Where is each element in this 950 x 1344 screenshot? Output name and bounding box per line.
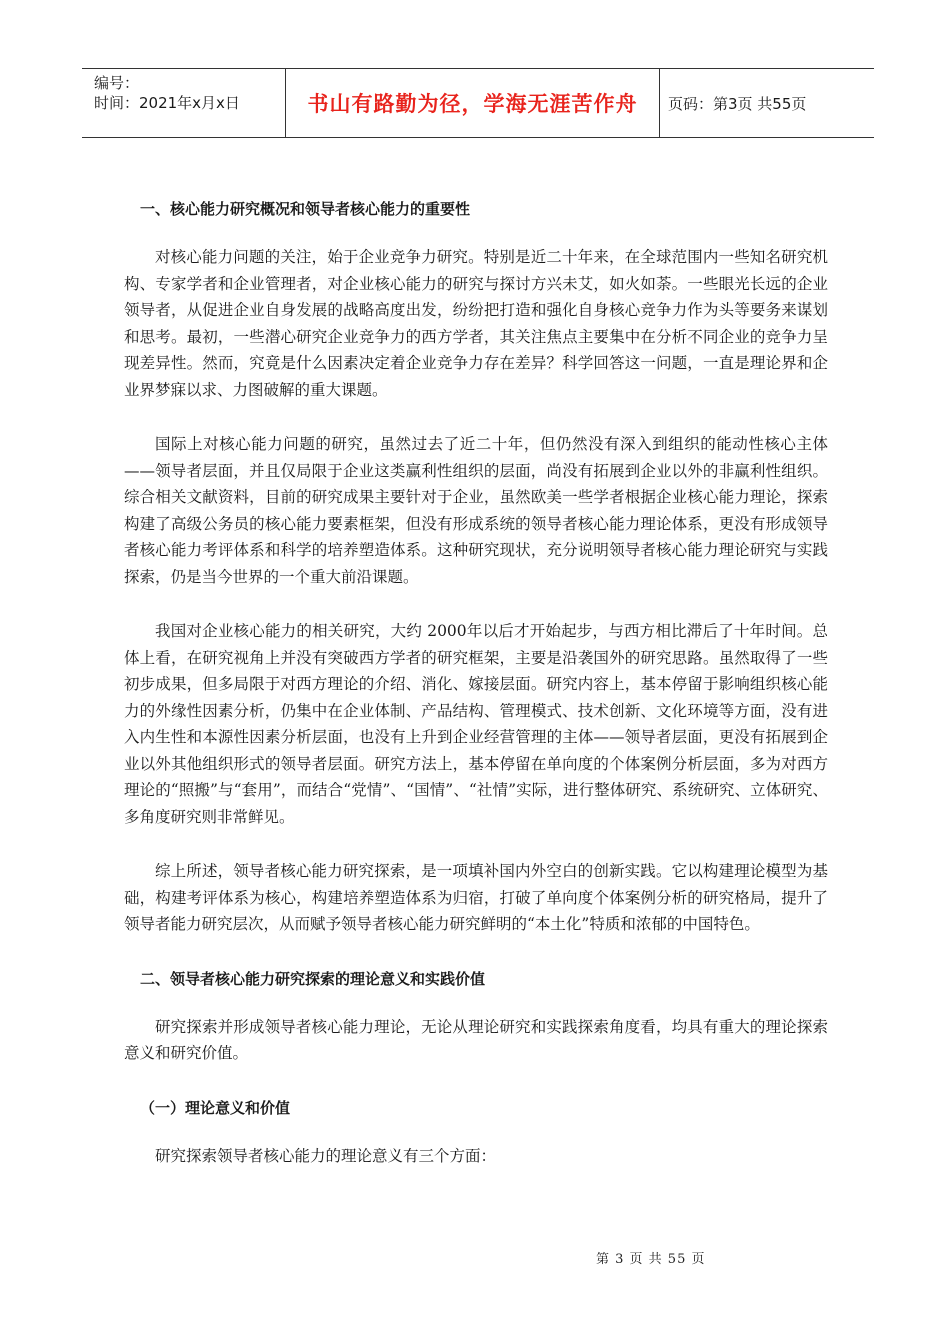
subsection-heading-1: （一）理论意义和价值	[140, 1098, 291, 1117]
paragraph: 我国对企业核心能力的相关研究，大约 2000年以后才开始起步，与西方相比滞后了十年时间。总体上看，在研究视角上并没有突破西方学者的研究框架，主要是沿袭国外的研究思路。虽然取得了一些初步成果，但多局限于对西方理论的介绍、消化、嫁接层面。研究内容上，基本停留于影响组织核心能力的外缘性因素分析，仍集中在企业体制、产品结构、管理模式、技术创新、文化环境等方面，没有进入内生性和本源性因素分析层面，也没有上升到企业经营管理的主体——领导者层面，更没有拓展到企业以外其他组织形式的领导者层面。研究方法上，基本停留在单向度的个体案例分析层面，多为对西方理论的“照搬”与“套用”，而结合“党情”、“国情”、“社情”实际，进行整体研究、系统研究、立体研究、多角度研究则非常鲜见。	[124, 622, 828, 826]
section-heading-2: 二、领导者核心能力研究探索的理论意义和实践价值	[140, 969, 486, 988]
header-meta	[82, 69, 285, 137]
page-header	[82, 68, 874, 138]
paragraph: 研究探索并形成领导者核心能力理论，无论从理论研究和实践探索角度看，均具有重大的理论探索意义和研究价值。	[124, 1017, 828, 1062]
paragraph: 国际上对核心能力问题的研究，虽然过去了近二十年，但仍然没有深入到组织的能动性核心主体——领导者层面，并且仅局限于企业这类赢利性组织的层面，尚没有拓展到企业以外的非赢利性组织。综合相关文献资料，目前的研究成果主要针对于企业，虽然欧美一些学者根据企业核心能力理论，探索构建了高级公务员的核心能力要素框架，但没有形成系统的领导者核心能力理论体系，更没有形成领导者核心能力考评体系和科学的培养塑造体系。这种研究现状，充分说明领导者核心能力理论研究与实践探索，仍是当今世界的一个重大前沿课题。	[124, 435, 828, 586]
paragraph: 综上所述，领导者核心能力研究探索，是一项填补国内外空白的创新实践。它以构建理论模型为基础，构建考评体系为核心，构建培养塑造体系为归宿，打破了单向度个体案例分析的研究格局，提升了领导者能力研究层次，从而赋予领导者核心能力研究鲜明的“本土化”特质和浓郁的中国特色。	[124, 862, 828, 933]
paragraph: 对核心能力问题的关注，始于企业竞争力研究。特别是近二十年来，在全球范围内一些知名研究机构、专家学者和企业管理者，对企业核心能力的研究与探讨方兴未艾，如火如荼。一些眼光长远的企业领导者，从促进企业自身发展的战略高度出发，纷纷把打造和强化自身核心竞争力作为头等要务来谋划和思考。最初，一些潜心研究企业竞争力的西方学者，其关注焦点主要集中在分析不同企业的竞争力呈现差异性。然而，究竟是什么因素决定着企业竞争力存在差异？科学回答这一问题，一直是理论界和企业界梦寐以求、力图破解的重大课题。	[124, 248, 828, 399]
page-footer-number: 第 3 页 共 55 页	[596, 1252, 706, 1267]
header-motto: 书山有路勤为径，学海无涯苦作舟	[285, 69, 660, 137]
document-number-label: 编号：	[94, 74, 140, 92]
document-body	[124, 196, 828, 1197]
header-page-info: 页码：第3页 共55页	[668, 94, 807, 113]
document-time-label: 时间：2021年x月x日	[94, 94, 240, 112]
paragraph: 研究探索领导者核心能力的理论意义有三个方面：	[155, 1146, 497, 1165]
section-heading-1: 一、核心能力研究概况和领导者核心能力的重要性	[140, 200, 471, 218]
